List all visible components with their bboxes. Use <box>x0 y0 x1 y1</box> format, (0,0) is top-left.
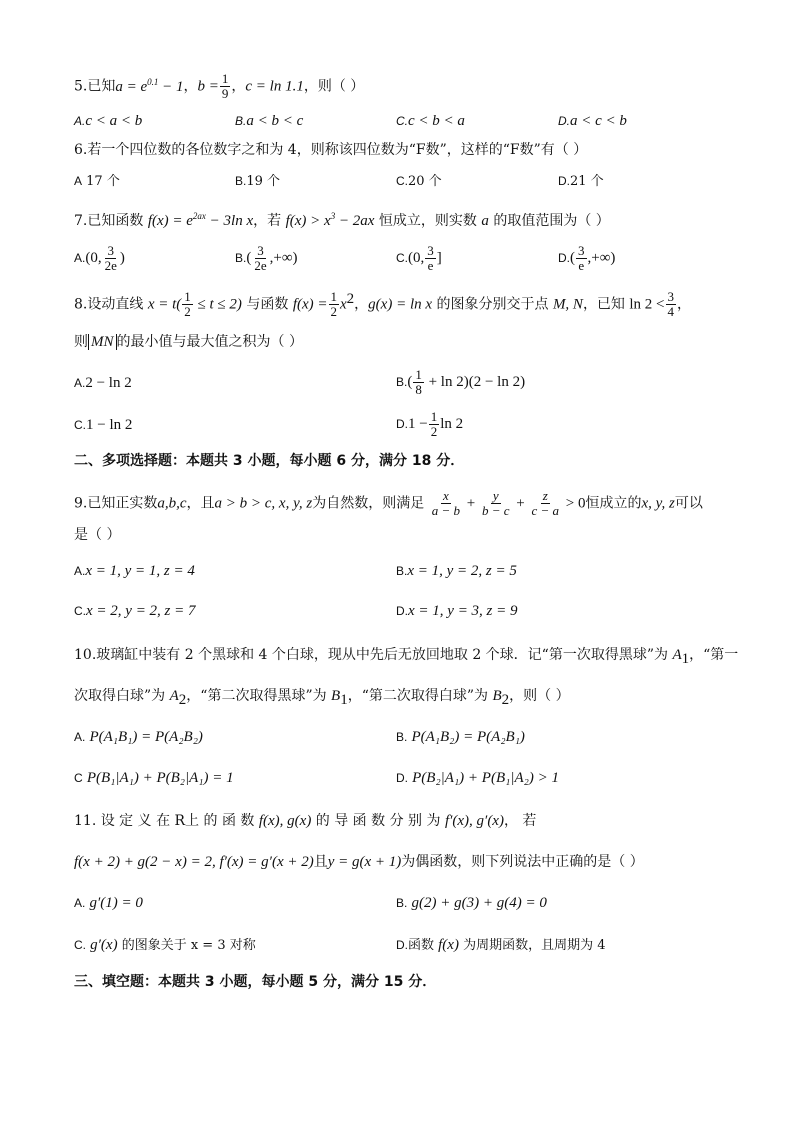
option-tag: A. <box>74 730 86 744</box>
frac-num: x <box>442 488 449 503</box>
q8-f-tail: x <box>340 296 347 313</box>
frac-num: 3 <box>427 243 434 258</box>
q8-option-d[interactable] <box>396 410 463 439</box>
q10-option-b[interactable] <box>396 728 525 747</box>
q10-a1: A <box>672 647 682 663</box>
q10-stem-text: 10.玻璃缸中装有 2 个黑球和 4 个白球，现从中先后无放回地取 2 个球．记“第一次取得黑球”为 <box>74 647 673 663</box>
q8-f-lhs: f(x) = <box>292 296 328 313</box>
q10-line2-c: ，“第二次取得白球”为 <box>347 688 493 704</box>
option-post: + ln 2)(2 − ln 2) <box>424 374 526 390</box>
q8-stem-end: ， <box>677 296 692 313</box>
q9-option-d[interactable] <box>396 602 518 621</box>
option-text: 21 个 <box>570 174 604 189</box>
option-pre: ( <box>407 374 413 390</box>
q8-option-c[interactable] <box>74 416 132 435</box>
option-pre: ( <box>570 250 575 266</box>
q5-a-tail: − 1 <box>158 78 184 95</box>
option-pre: 函数 <box>408 938 439 953</box>
option-frac <box>103 244 119 273</box>
q10-a2-sub: 2 <box>178 691 187 708</box>
q11-derivs: f′(x), g′(x) <box>444 813 504 829</box>
q7-ineq <box>286 213 375 229</box>
q11-fg: f(x), g(x) <box>258 813 312 829</box>
option-text: 20 个 <box>408 174 442 189</box>
option-text: P(A₁B₂) = P(A₂B₁) <box>411 729 525 745</box>
q8-option-a[interactable] <box>74 374 132 393</box>
q5-b-lhs: b = <box>197 78 219 95</box>
frac-den: e <box>427 258 434 273</box>
option-frac <box>425 244 436 273</box>
q10-option-a[interactable] <box>74 728 203 747</box>
frac-num: z <box>542 488 548 503</box>
option-tag: B. <box>235 114 247 128</box>
option-frac <box>252 244 268 273</box>
q5-a-expr <box>115 76 184 95</box>
q8-ln-lhs: ln 2 < <box>629 296 665 313</box>
option-frac <box>429 410 440 439</box>
q5-b-den: 9 <box>221 86 229 101</box>
frac-num: 1 <box>415 367 422 382</box>
option-text: x = 1, y = 2, z = 5 <box>407 563 517 579</box>
q8-stem-text: 8.设动直线 <box>74 296 148 313</box>
option-tag: D. <box>558 251 570 265</box>
q7-option-c[interactable] <box>396 244 442 273</box>
q10-line2-a: 次取得白球”为 <box>74 688 170 704</box>
option-tag: C. <box>396 114 408 128</box>
q9-option-a[interactable] <box>74 562 195 581</box>
q9-sep: ，且 <box>186 495 215 512</box>
q8-line2-pre: 则 <box>74 334 88 350</box>
frac-num: y <box>492 488 499 503</box>
q7-sep: ，若 <box>253 213 286 229</box>
q5-stem-end: ，则（ ） <box>303 78 365 95</box>
q8-f-exp: 2 <box>346 291 355 307</box>
q11-even-func: y = g(x + 1) <box>327 854 402 870</box>
q7-ineq-base: f(x) > x <box>285 213 331 229</box>
option-text: g′(1) = 0 <box>89 895 143 911</box>
option-text: c < a < b <box>85 113 143 129</box>
q10-option-d[interactable] <box>396 769 559 788</box>
q8-stem-mid3: ，已知 <box>582 296 630 313</box>
q9-vars: a,b,c <box>157 495 187 512</box>
q6-option-d[interactable] <box>558 172 604 191</box>
q6-stem: 6.若一个四位数的各位数字之和为 4，则称该四位数为“F数”，这样的“F数”有（ ） <box>74 142 588 158</box>
option-text: P(A₁B₁) = P(A₂B₂) <box>89 729 203 745</box>
frac-den: 2 <box>330 304 337 320</box>
q11-stem-end: ， 若 <box>503 813 537 829</box>
q8-stem <box>74 290 691 319</box>
q11-line2-end: 为偶函数，则下列说法中正确的是（ ） <box>401 854 644 870</box>
option-tag: A. <box>74 896 86 910</box>
q5-sep1: ， <box>183 78 198 95</box>
option-math: g′(x) <box>90 937 118 953</box>
q7-stem-end: 的取值范围为（ ） <box>488 213 610 229</box>
q5-option-a[interactable] <box>74 112 142 131</box>
option-pre: (0, <box>408 250 425 266</box>
frac-den: 2e <box>254 258 267 273</box>
q11-condition: f(x + 2) + g(2 − x) = 2, f′(x) = g′(x + 2) <box>74 854 314 870</box>
q9-stem-end: 可以 <box>674 495 703 512</box>
q7-func-exp: 2ax <box>192 211 206 221</box>
q9-option-b[interactable] <box>396 562 517 581</box>
q7-stem <box>74 207 610 230</box>
frac-den: b − c <box>481 503 510 518</box>
option-pre: 1 − <box>408 416 428 432</box>
option-tag: B. <box>396 564 408 578</box>
frac-num: 3 <box>667 289 675 305</box>
frac-num: 3 <box>257 243 264 258</box>
q11-option-c[interactable] <box>74 936 256 955</box>
q7-option-b[interactable] <box>235 244 298 273</box>
q5-sep2: ， <box>231 78 246 95</box>
section-3-heading: 三、填空题：本题共 3 小题，每小题 5 分，满分 15 分． <box>74 974 437 990</box>
option-frac <box>576 244 587 273</box>
q8-points: M, N <box>552 296 583 313</box>
option-tag: D. <box>396 604 408 618</box>
option-text: x = 1, y = 3, z = 9 <box>408 603 518 619</box>
q9-stem <box>74 489 703 518</box>
option-tag: C. <box>74 418 86 432</box>
q5-option-b[interactable] <box>235 112 303 131</box>
q8-stem-line2 <box>74 333 303 351</box>
q6-option-a[interactable] <box>74 172 120 191</box>
frac-num: 1 <box>184 289 191 305</box>
frac-num: 3 <box>107 243 114 258</box>
q10-stem-end: ，“第一 <box>689 647 739 663</box>
q11-stem <box>74 812 536 830</box>
option-tag: B. <box>396 375 408 389</box>
q8-ln-frac <box>666 290 677 319</box>
option-text: g(2) + g(3) + g(4) = 0 <box>411 895 547 911</box>
q11-stem-text: 11. 设 定 义 在 R上 的 函 数 <box>74 813 259 829</box>
option-tag: D. <box>396 938 408 952</box>
q8-g-expr: g(x) = ln x <box>368 296 433 313</box>
q7-var: a <box>481 213 489 229</box>
q10-b1: B <box>331 688 341 704</box>
q5-option-c[interactable] <box>396 112 465 131</box>
q7-ineq-exp: 3 <box>330 211 336 221</box>
option-text: 17 个 <box>82 174 120 189</box>
q10-line2-d: ，则（ ） <box>509 688 570 704</box>
frac-num: 1 <box>330 289 337 305</box>
q7-stem-mid: 恒成立，则实数 <box>374 213 482 229</box>
q9-frac-2 <box>480 489 512 518</box>
q10-b2: B <box>492 688 502 704</box>
q8-t-tail: ≤ t ≤ 2) <box>193 296 242 313</box>
q9-plus-1: + <box>463 495 479 512</box>
q8-sep: ， <box>354 296 369 313</box>
option-post: ) <box>119 250 125 266</box>
q9-xyz: x, y, z <box>641 495 675 512</box>
q9-plus-2: + <box>512 495 529 512</box>
q9-stem-mid: 为自然数，则满足 <box>312 495 429 512</box>
q10-stem-line2 <box>74 687 570 709</box>
q9-stem-mid2: 恒成立的 <box>585 495 642 512</box>
section-2-heading: 二、多项选择题：本题共 3 小题，每小题 6 分，满分 18 分． <box>74 453 465 469</box>
option-tag: C. <box>396 174 408 188</box>
q10-b2-sub: 2 <box>501 691 510 708</box>
q7-stem-text: 7.已知函数 <box>74 213 148 229</box>
option-tag: C. <box>74 938 86 952</box>
q8-option-b[interactable] <box>396 368 525 397</box>
q10-line2-b: ，“第二次取得黑球”为 <box>186 688 332 704</box>
option-tag: D. <box>558 174 570 188</box>
option-tag: A. <box>74 564 86 578</box>
option-tag: C <box>74 771 83 785</box>
q8-t-frac <box>182 290 193 319</box>
q9-stem-line2: 是（ ） <box>74 527 121 543</box>
q10-stem <box>74 646 738 668</box>
option-tag: C. <box>74 604 86 618</box>
frac-num: 1 <box>430 409 438 424</box>
q10-option-c[interactable] <box>74 769 234 788</box>
option-tag: A. <box>74 114 86 128</box>
option-text: 19 个 <box>246 174 281 189</box>
q11-stem-mid: 的 导 函 数 分 别 为 <box>311 813 445 829</box>
frac-den: e <box>578 258 585 273</box>
frac-num: 3 <box>578 243 585 258</box>
frac-den: 4 <box>667 304 675 320</box>
q8-f-frac <box>329 290 340 319</box>
option-text: x = 1, y = 1, z = 4 <box>85 563 195 579</box>
q5-option-d[interactable] <box>558 112 627 131</box>
option-tag: D. <box>396 771 408 785</box>
q6-option-b[interactable] <box>235 172 280 191</box>
option-text: c < b < a <box>408 113 465 129</box>
q8-stem-mid1: 与函数 <box>241 296 293 313</box>
option-text: 1 − ln 2 <box>86 417 133 433</box>
q6-option-c[interactable] <box>396 172 442 191</box>
q5-c-expr: c = ln 1.1 <box>245 78 304 95</box>
q5-b-frac <box>220 72 231 101</box>
q5-a-base: a = e <box>115 78 148 95</box>
q8-line2-post: 的最小值与最大值之积为（ ） <box>116 334 303 350</box>
option-post: ln 2 <box>440 416 464 432</box>
q9-stem-text: 9.已知正实数 <box>74 495 158 512</box>
q8-stem-mid2: 的图象分别交于点 <box>432 296 553 313</box>
frac-den: a − b <box>431 503 460 518</box>
q7-option-d[interactable] <box>558 244 615 273</box>
frac-den: 2 <box>430 424 438 439</box>
q10-b1-sub: 1 <box>340 691 348 708</box>
option-tag: A. <box>74 251 86 265</box>
option-pre: (0, <box>85 250 102 266</box>
q7-option-a[interactable] <box>74 244 125 273</box>
q8-mn-abs: MN <box>88 334 117 350</box>
q9-frac-3 <box>529 489 561 518</box>
option-text: x = 2, y = 2, z = 7 <box>86 603 196 619</box>
frac-den: 8 <box>415 382 422 397</box>
option-tag: D. <box>558 114 570 128</box>
frac-den: c − a <box>531 503 560 518</box>
q5-a-exp: 0.1 <box>147 76 159 87</box>
q9-cond: a > b > c, x, y, z <box>214 495 313 512</box>
q5-stem <box>74 72 364 101</box>
option-post: ,+∞) <box>587 250 616 266</box>
option-text: P(B₁|A₁) + P(B₂|A₁) = 1 <box>86 770 234 786</box>
q11-and: 且 <box>313 854 328 870</box>
option-tag: D. <box>396 417 408 431</box>
q11-stem-line2 <box>74 853 644 871</box>
option-math: f(x) <box>438 937 459 953</box>
option-tag: B. <box>235 251 247 265</box>
q7-ineq-tail: − 2ax <box>335 213 375 229</box>
option-pre: ( <box>246 250 252 266</box>
q11-option-a[interactable] <box>74 894 143 913</box>
option-post: ] <box>436 250 442 266</box>
option-text: 2 − ln 2 <box>85 375 132 391</box>
q11-option-d[interactable] <box>396 936 606 955</box>
option-frac <box>413 368 424 397</box>
option-text: P(B₂|A₁) + P(B₁|A₂) > 1 <box>412 770 559 786</box>
option-tag: A. <box>74 376 86 390</box>
q7-func-base: f(x) = e <box>147 213 193 229</box>
option-post: ,+∞) <box>269 250 298 266</box>
frac-den: 2 <box>184 304 191 320</box>
q9-gt: > 0 <box>562 495 586 512</box>
q11-option-b[interactable] <box>396 894 547 913</box>
q5-stem-text: 5.已知 <box>74 78 116 95</box>
option-text: a < c < b <box>570 113 627 129</box>
q5-b-num: 1 <box>221 71 229 86</box>
option-text: 为周期函数，且周期为 4 <box>458 938 606 953</box>
q10-a2: A <box>169 688 179 704</box>
option-text: a < b < c <box>246 113 304 129</box>
frac-den: 2e <box>104 258 117 273</box>
q7-func-tail: − 3ln x <box>205 213 254 229</box>
q8-line: x = t( <box>147 296 182 313</box>
option-tag: B. <box>396 896 408 910</box>
option-tag: B. <box>396 730 408 744</box>
q10-a1-sub: 1 <box>681 650 690 667</box>
option-tag: C. <box>396 251 408 265</box>
option-tag: B. <box>235 174 247 188</box>
option-tag: A <box>74 174 83 188</box>
q7-func <box>148 213 253 229</box>
option-text: 的图象关于 x = 3 对称 <box>117 938 256 953</box>
q9-option-c[interactable] <box>74 602 196 621</box>
q9-frac-1 <box>430 489 462 518</box>
